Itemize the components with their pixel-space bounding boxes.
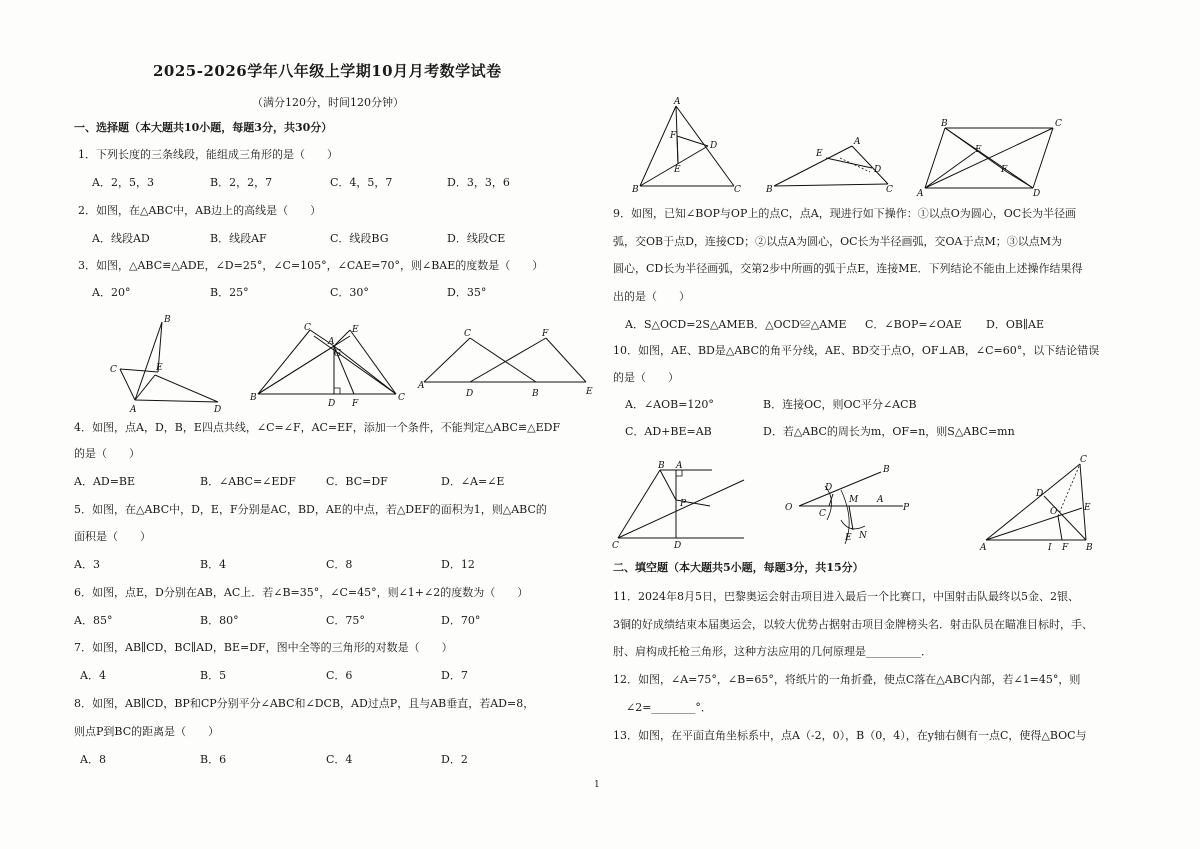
svg-text:D: D — [674, 541, 682, 551]
q10-option-a: A．∠AOB=120° — [625, 398, 714, 411]
svg-text:M: M — [849, 495, 859, 505]
q11-line1: 11．2024年8月5日，巴黎奥运会射击项目进入最后一个比赛口，中国射击队最终以5金、2银、 — [613, 590, 1079, 603]
svg-text:E: E — [156, 363, 163, 373]
figure-q4-triangles — [418, 326, 598, 402]
q5-option-c: C．8 — [326, 558, 353, 571]
q2-option-d: D．线段CE — [447, 232, 506, 245]
figure-q5-triangle — [630, 97, 741, 195]
q5-option-a: A．3 — [74, 558, 100, 571]
q7-option-d: D．7 — [441, 669, 468, 682]
q2-option-b: B．线段AF — [210, 232, 267, 245]
svg-text:N: N — [859, 531, 867, 541]
svg-text:F: F — [1062, 543, 1069, 553]
svg-text:A: A — [854, 137, 861, 147]
q8-option-c: C．4 — [326, 753, 353, 766]
q9-line4: 出的是（ ） — [613, 290, 690, 303]
q7-stem: 7．如图，AB∥CD，BC∥AD，BE=DF，图中全等的三角形的对数是（ ） — [74, 641, 453, 654]
svg-text:A: A — [676, 461, 683, 471]
q3-option-b: B．25° — [210, 286, 249, 299]
q8-option-a: A．8 — [80, 753, 106, 766]
svg-text:A: A — [877, 495, 884, 505]
q6-option-a: A．85° — [74, 614, 113, 627]
q8-stem-line2: 则点P到BC的距离是（ ） — [74, 725, 220, 738]
q4-option-c: C．BC=DF — [326, 475, 388, 488]
figure-q8-parallel-lines — [612, 460, 752, 550]
svg-text:E: E — [674, 165, 681, 175]
svg-text:P: P — [680, 499, 687, 509]
q7-option-b: B．5 — [200, 669, 227, 682]
svg-text:B: B — [658, 461, 665, 471]
q6-option-b: B．80° — [200, 614, 239, 627]
q9-option-c: C．∠BOP=∠OAE — [865, 318, 962, 331]
section-choice-heading: 一、选择题（本大题共10小题，每题3分，共30分） — [74, 121, 333, 134]
q5-option-d: D．12 — [441, 558, 475, 571]
svg-text:C: C — [1080, 455, 1087, 465]
figure-q2-triangle — [250, 318, 410, 410]
svg-text:B: B — [164, 315, 171, 325]
svg-text:B: B — [766, 185, 773, 195]
svg-text:A: A — [980, 543, 987, 553]
q9-line2: 弧，交OB于点D，连接CD；②以点A为圆心，OC长为半径画弧，交OA于点M；③以点M为 — [613, 235, 1063, 248]
q9-option-b: B．△OCD≌△AME — [746, 318, 847, 331]
q3-option-c: C．30° — [330, 286, 369, 299]
q1-option-a: A．2，5，3 — [92, 176, 154, 189]
figure-q7-parallelogram — [915, 116, 1065, 199]
q9-line1: 9．如图，已知∠BOP与OP上的点C，点A，现进行如下操作：①以点O为圆心，OC长为半径画 — [613, 207, 1077, 220]
q6-option-c: C．75° — [326, 614, 365, 627]
svg-text:B: B — [632, 185, 639, 195]
svg-text:D: D — [1036, 489, 1044, 499]
q3-option-d: D．35° — [447, 286, 487, 299]
svg-text:C: C — [464, 329, 471, 339]
q9-option-a: A．S△OCD=2S△AME — [625, 318, 746, 331]
svg-text:C: C — [819, 509, 826, 519]
svg-text:E: E — [1084, 503, 1091, 513]
svg-text:O: O — [785, 503, 793, 513]
q12-line1: 12．如图，∠A=75°，∠B=65°，将纸片的一角折叠，使点C落在△ABC内部，若∠1=45°，则 — [613, 673, 1081, 686]
q4-option-d: D．∠A=∠E — [441, 475, 505, 488]
q3-option-a: A．20° — [92, 286, 131, 299]
q9-line3: 圆心，CD长为半径画弧，交第2步中所画的弧于点E，连接ME．下列结论不能由上述操作结果得 — [613, 262, 1083, 275]
svg-text:E: E — [975, 145, 982, 155]
q5-option-b: B．4 — [200, 558, 227, 571]
svg-text:C: C — [398, 393, 405, 403]
q1-option-c: C．4，5，7 — [330, 176, 393, 189]
svg-text:E: E — [845, 533, 852, 543]
svg-text:D: D — [466, 389, 474, 399]
svg-text:B: B — [941, 119, 948, 129]
q7-option-c: C．6 — [326, 669, 353, 682]
q2-option-c: C．线段BG — [330, 232, 389, 245]
q4-option-a: A．AD=BE — [74, 475, 136, 488]
q6-stem: 6．如图，点E，D分别在AB，AC上．若∠B=35°，∠C=45°，则∠1+∠2的度数为（ ） — [74, 586, 529, 599]
q10-line2: 的是（ ） — [613, 371, 679, 384]
q3-stem: 3．如图，△ABC≌△ADE，∠D=25°，∠C=105°，∠CAE=70°，则∠BAE的度数是（ ） — [78, 259, 544, 272]
q10-option-c: C．AD+BE=AB — [625, 425, 712, 438]
q5-stem-line2: 面积是（ ） — [74, 530, 151, 543]
q11-line2: 3铜的好成绩结束本届奥运会，以较大优势占据射击项目金牌榜头名．射击队员在瞄准目标时，手、 — [613, 618, 1093, 631]
svg-text:B: B — [250, 393, 257, 403]
figure-q3-triangles — [100, 312, 230, 416]
svg-text:C: C — [1055, 119, 1062, 129]
q4-stem-line1: 4．如图，点A，D，B，E四点共线，∠C=∠F，AC=EF，添加一个条件，不能判定△ABC≌△EDF — [74, 421, 561, 434]
page-title: 2025-2026学年八年级上学期10月月考数学试卷 — [153, 62, 502, 80]
q11-line3: 肘、肩构成托枪三角形，这种方法应用的几何原理是__________． — [613, 645, 932, 658]
svg-text:F: F — [352, 399, 359, 409]
q9-option-d: D．OB∥AE — [986, 318, 1044, 331]
q8-stem-line1: 8．如图，AB∥CD，BP和CP分别平分∠ABC和∠DCB，AD过点P，且与AB垂直，若AD=8， — [74, 697, 535, 710]
svg-text:D: D — [710, 141, 718, 151]
figure-q9-angle-construction — [785, 465, 915, 552]
q2-stem: 2．如图，在△ABC中，AB边上的高线是（ ） — [78, 204, 322, 217]
page-subtitle: （满分120分，时间120分钟） — [252, 96, 404, 109]
q8-option-d: D．2 — [441, 753, 468, 766]
svg-text:A: A — [328, 337, 335, 347]
q8-option-b: B．6 — [200, 753, 227, 766]
q10-option-d: D．若△ABC的周长为m，OF=n，则S△ABC=mn — [763, 425, 1015, 438]
svg-text:A: A — [418, 381, 425, 391]
q4-stem-line2: 的是（ ） — [74, 447, 140, 460]
svg-text:F: F — [1001, 165, 1008, 175]
svg-text:D: D — [874, 165, 882, 175]
svg-text:B: B — [532, 389, 539, 399]
svg-text:F: F — [670, 131, 677, 141]
svg-text:C: C — [734, 185, 741, 195]
q6-option-d: D．70° — [441, 614, 481, 627]
svg-text:C: C — [304, 323, 311, 333]
svg-text:O: O — [1050, 507, 1058, 517]
svg-text:D: D — [328, 399, 336, 409]
q1-option-d: D．3，3，6 — [447, 176, 510, 189]
figure-q10-triangle — [978, 455, 1098, 554]
q5-stem-line1: 5．如图，在△ABC中，D，E，F分别是AC，BD，AE的中点，若△DEF的面积为1，则△ABC的 — [74, 503, 547, 516]
svg-text:A: A — [130, 405, 137, 415]
q10-option-b: B．连接OC，则OC平分∠ACB — [763, 398, 917, 411]
svg-text:P: P — [903, 503, 910, 513]
svg-text:A: A — [917, 189, 924, 199]
svg-text:G: G — [334, 349, 342, 359]
svg-text:D: D — [1033, 189, 1041, 199]
q2-option-a: A．线段AD — [92, 232, 150, 245]
svg-text:E: E — [352, 325, 359, 335]
q12-line2: ∠2=________°． — [626, 701, 712, 714]
figure-q6-triangle — [760, 128, 900, 195]
svg-text:D: D — [825, 483, 833, 493]
svg-text:B: B — [1086, 543, 1093, 553]
q1-option-b: B．2，2，7 — [210, 176, 273, 189]
q4-option-b: B．∠ABC=∠EDF — [200, 475, 296, 488]
q1-stem: 1．下列长度的三条线段，能组成三角形的是（ ） — [78, 148, 338, 161]
svg-text:E: E — [816, 149, 823, 159]
svg-text:A: A — [674, 97, 681, 107]
q13-line1: 13．如图，在平面直角坐标系中，点A（-2，0），B（0，4），在y轴右侧有一点C，使得△BOC与 — [613, 729, 1087, 742]
svg-text:B: B — [883, 465, 890, 475]
section-fill-heading: 二、填空题（本大题共5小题，每题3分，共15分） — [613, 561, 864, 574]
page-number: 1 — [594, 780, 600, 790]
q10-line1: 10．如图，AE、BD是△ABC的角平分线，AE、BD交于点O，OF⊥AB，∠C=60°，以下结论错误 — [613, 344, 1100, 357]
svg-text:C: C — [612, 541, 619, 551]
q7-option-a: A．4 — [80, 669, 106, 682]
svg-text:C: C — [110, 365, 117, 375]
svg-text:C: C — [886, 185, 893, 195]
svg-text:F: F — [542, 329, 549, 339]
svg-text:D: D — [214, 405, 222, 415]
svg-text:E: E — [586, 387, 593, 397]
svg-text:I: I — [1048, 543, 1052, 553]
